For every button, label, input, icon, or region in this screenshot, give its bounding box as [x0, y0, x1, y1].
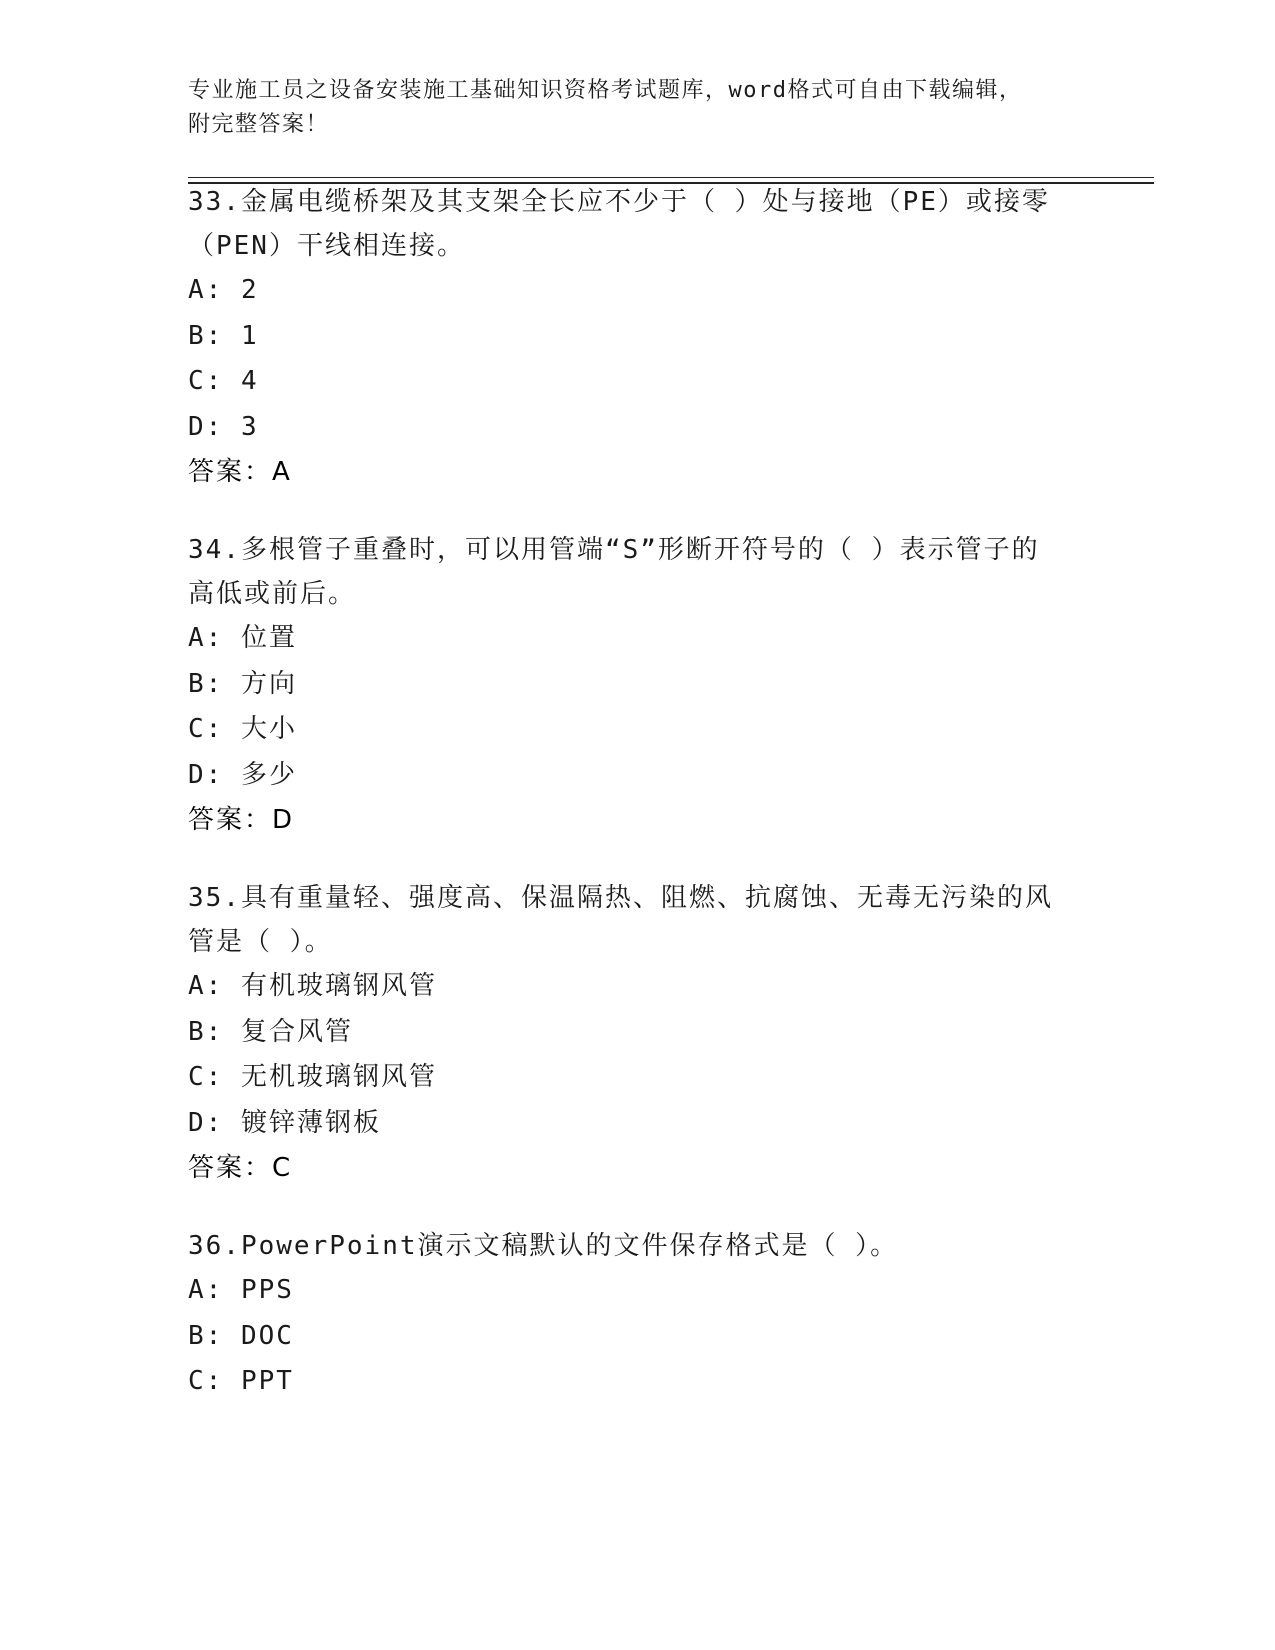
- option-a: A: 有机玻璃钢风管: [188, 971, 437, 1001]
- question-number: 35.: [188, 883, 241, 913]
- option-value: 无机玻璃钢风管: [240, 1062, 437, 1092]
- question-number: 33.: [188, 187, 241, 217]
- question-36: [188, 1224, 1088, 1405]
- option-b: B: DOC: [188, 1320, 294, 1351]
- question-34: [188, 528, 1088, 842]
- option-value: 4: [240, 366, 259, 396]
- question-text-line-2: （PEN）干线相连接。: [188, 231, 465, 261]
- answer-line: 答案：C: [188, 1153, 293, 1183]
- option-value: 1: [240, 320, 259, 351]
- question-text: [188, 1224, 1088, 1268]
- question-text-line-1: 多根管子重叠时，可以用管端“S”形断开符号的（ ）表示管子的: [240, 535, 1040, 565]
- question-text-line-1: 具有重量轻、强度高、保温隔热、阻燃、抗腐蚀、无毒无污染的风: [240, 883, 1053, 913]
- option-value: 有机玻璃钢风管: [240, 971, 437, 1001]
- option-value: 2: [240, 275, 259, 305]
- answer-line: 答案：A: [188, 457, 292, 487]
- question-33: [188, 180, 1088, 494]
- option-value: 位置: [240, 623, 297, 653]
- option-a: A: PPS: [188, 1275, 294, 1305]
- option-d: D: 镀锌薄钢板: [188, 1107, 381, 1138]
- option-a: A: 位置: [188, 623, 297, 653]
- option-value: 大小: [240, 714, 297, 744]
- option-value: 方向: [240, 668, 297, 699]
- option-b: B: 1: [188, 320, 259, 351]
- question-35: [188, 876, 1088, 1190]
- question-number: 36.: [188, 1231, 241, 1261]
- document-header: [188, 74, 1088, 142]
- answer-line: 答案：D: [188, 805, 295, 835]
- option-value: DOC: [240, 1320, 294, 1351]
- question-text-line-1: PowerPoint演示文稿默认的文件保存格式是（ ）。: [240, 1231, 899, 1261]
- option-value: 镀锌薄钢板: [240, 1107, 381, 1138]
- option-d: D: 多少: [188, 759, 297, 790]
- header-line-1: 专业施工员之设备安装施工基础知识资格考试题库，word格式可自由下载编辑，: [188, 78, 1023, 103]
- question-text: [188, 180, 1088, 224]
- option-b: B: 复合风管: [188, 1016, 353, 1047]
- option-a: A: 2: [188, 275, 259, 305]
- option-value: PPS: [240, 1275, 294, 1305]
- option-value: 多少: [240, 759, 297, 790]
- option-b: B: 方向: [188, 668, 297, 699]
- header-divider-thin: [188, 177, 1154, 178]
- option-d: D: 3: [188, 411, 259, 442]
- header-line-2: 附完整答案！: [188, 112, 330, 137]
- question-text: [188, 876, 1088, 920]
- question-text: [188, 528, 1088, 572]
- option-c: C: 无机玻璃钢风管: [188, 1062, 437, 1092]
- question-number: 34.: [188, 535, 241, 565]
- question-text-line-1: 金属电缆桥架及其支架全长应不少于（ ）处与接地（PE）或接零: [240, 187, 1050, 217]
- question-text-line-2: 高低或前后。: [188, 579, 357, 609]
- option-value: 3: [240, 411, 259, 442]
- option-c: C: 4: [188, 366, 259, 396]
- option-c: C: PPT: [188, 1366, 294, 1396]
- question-text-line-2: 管是（ ）。: [188, 927, 333, 957]
- option-value: PPT: [240, 1366, 294, 1396]
- option-value: 复合风管: [240, 1016, 353, 1047]
- option-c: C: 大小: [188, 714, 297, 744]
